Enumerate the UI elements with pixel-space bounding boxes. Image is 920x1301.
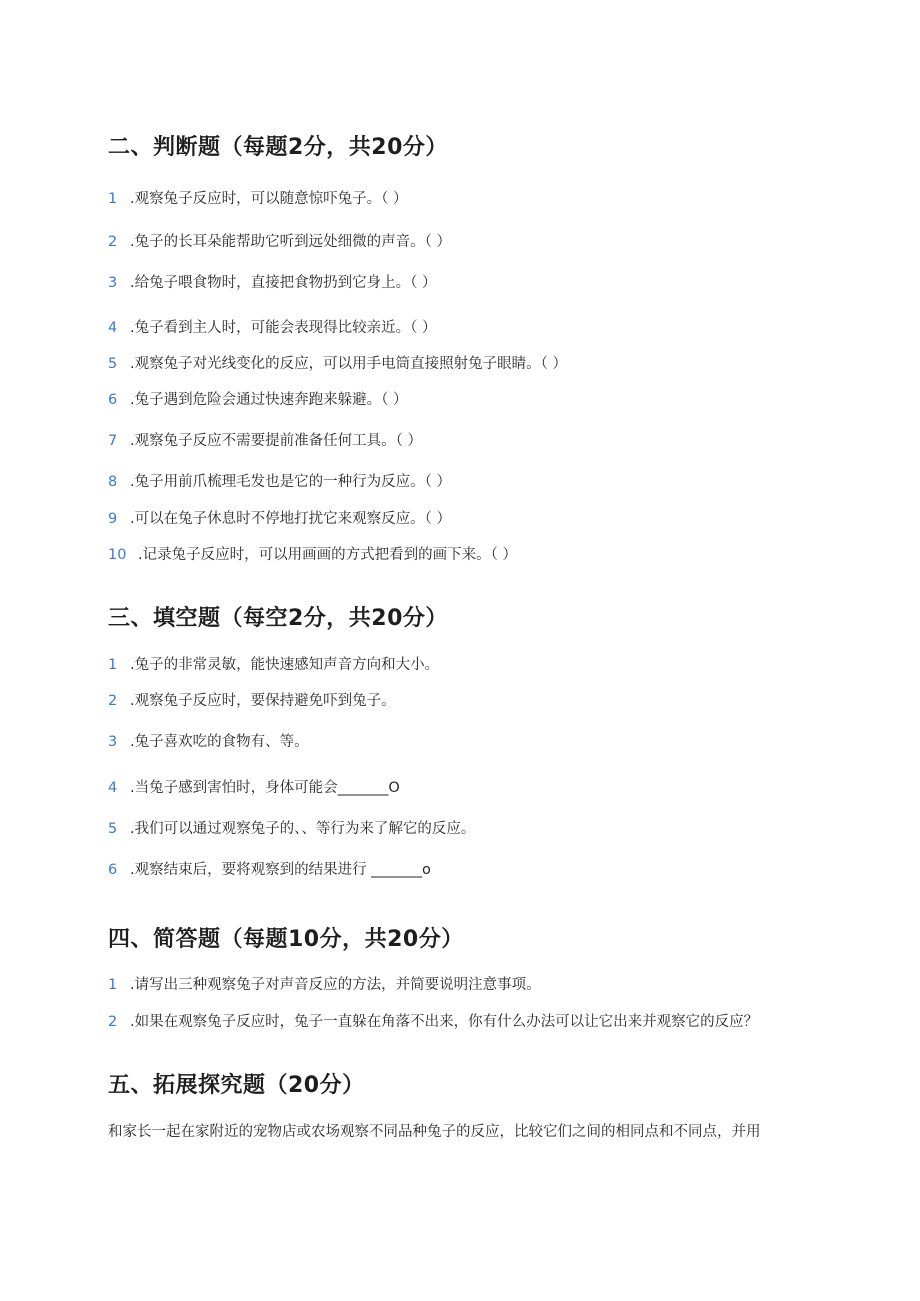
question-item (108, 271, 436, 292)
section-heading-true-false: 二、判断题（每题2分，共20分） (108, 135, 448, 160)
question-text: .当兔子感到害怕时，身体可能会_______O (130, 780, 400, 796)
question-text: .兔子看到主人时，可能会表现得比较亲近。（ ） (130, 320, 437, 336)
question-item (108, 429, 422, 450)
question-number: 5 (108, 356, 118, 372)
question-number: 6 (108, 862, 118, 878)
question-number: 4 (108, 320, 118, 336)
question-item (108, 543, 517, 564)
question-item (108, 817, 475, 838)
question-number: 7 (108, 433, 118, 449)
question-text: .可以在兔子休息时不停地打扰它来观察反应。（ ） (130, 511, 451, 527)
question-item (108, 858, 431, 879)
question-item (108, 730, 309, 751)
question-number: 2 (108, 234, 118, 250)
question-item (108, 653, 439, 674)
question-number: 8 (108, 474, 118, 490)
question-text: .给兔子喂食物时，直接把食物扔到它身上。（ ） (130, 275, 437, 291)
question-item (108, 470, 451, 491)
question-item (108, 973, 541, 994)
question-item (108, 316, 436, 337)
question-text: .观察兔子反应时，要保持避免吓到兔子。 (130, 693, 396, 709)
question-number: 4 (108, 780, 118, 796)
question-text: .记录兔子反应时，可以用画画的方式把看到的画下来。（ ） (138, 547, 517, 563)
question-text: .兔子用前爪梳理毛发也是它的一种行为反应。（ ） (130, 474, 451, 490)
question-text: .兔子的非常灵敏，能快速感知声音方向和大小。 (130, 657, 440, 673)
question-item (108, 689, 396, 710)
question-number: 2 (108, 693, 118, 709)
question-text: .观察兔子反应不需要提前准备任何工具。（ ） (130, 433, 422, 449)
question-item (108, 776, 400, 797)
question-number: 10 (108, 547, 127, 563)
question-text: .请写出三种观察兔子对声音反应的方法，并简要说明注意事项。 (130, 977, 541, 993)
question-item (108, 507, 451, 528)
question-text: .兔子遇到危险会通过快速奔跑来躲避。（ ） (130, 392, 408, 408)
section-heading-extension: 五、拓展探究题（20分） (108, 1073, 365, 1098)
question-item (108, 187, 407, 208)
question-item (108, 230, 451, 251)
question-number: 5 (108, 821, 118, 837)
question-text: .观察兔子对光线变化的反应，可以用手电筒直接照射兔子眼睛。（ ） (130, 356, 567, 372)
question-text: .兔子的长耳朵能帮助它听到远处细微的声音。（ ） (130, 234, 451, 250)
question-number: 3 (108, 734, 118, 750)
question-item (108, 388, 407, 409)
question-number: 1 (108, 191, 118, 207)
question-number: 1 (108, 977, 118, 993)
question-number: 3 (108, 275, 118, 291)
question-item (108, 352, 567, 373)
question-text: .观察兔子反应时，可以随意惊吓兔子。（ ） (130, 191, 408, 207)
question-number: 2 (108, 1014, 118, 1030)
question-text: .我们可以通过观察兔子的、、等行为来了解它的反应。 (130, 821, 476, 837)
question-text: .观察结束后，要将观察到的结果进行 _______o (130, 862, 431, 878)
section-heading-fill-blank: 三、填空题（每空2分，共20分） (108, 606, 448, 631)
question-number: 9 (108, 511, 118, 527)
extension-paragraph: 和家长一起在家附近的宠物店或农场观察不同品种兔子的反应，比较它们之间的相同点和不同点，并用 (108, 1124, 761, 1140)
question-text: .兔子喜欢吃的食物有、等。 (130, 734, 309, 750)
question-number: 6 (108, 392, 118, 408)
section-heading-short-answer: 四、简答题（每题10分，共20分） (108, 927, 464, 952)
question-number: 1 (108, 657, 118, 673)
question-text: .如果在观察兔子反应时，兔子一直躲在角落不出来，你有什么办法可以让它出来并观察它的反应？ (130, 1014, 759, 1030)
question-item (108, 1010, 758, 1031)
